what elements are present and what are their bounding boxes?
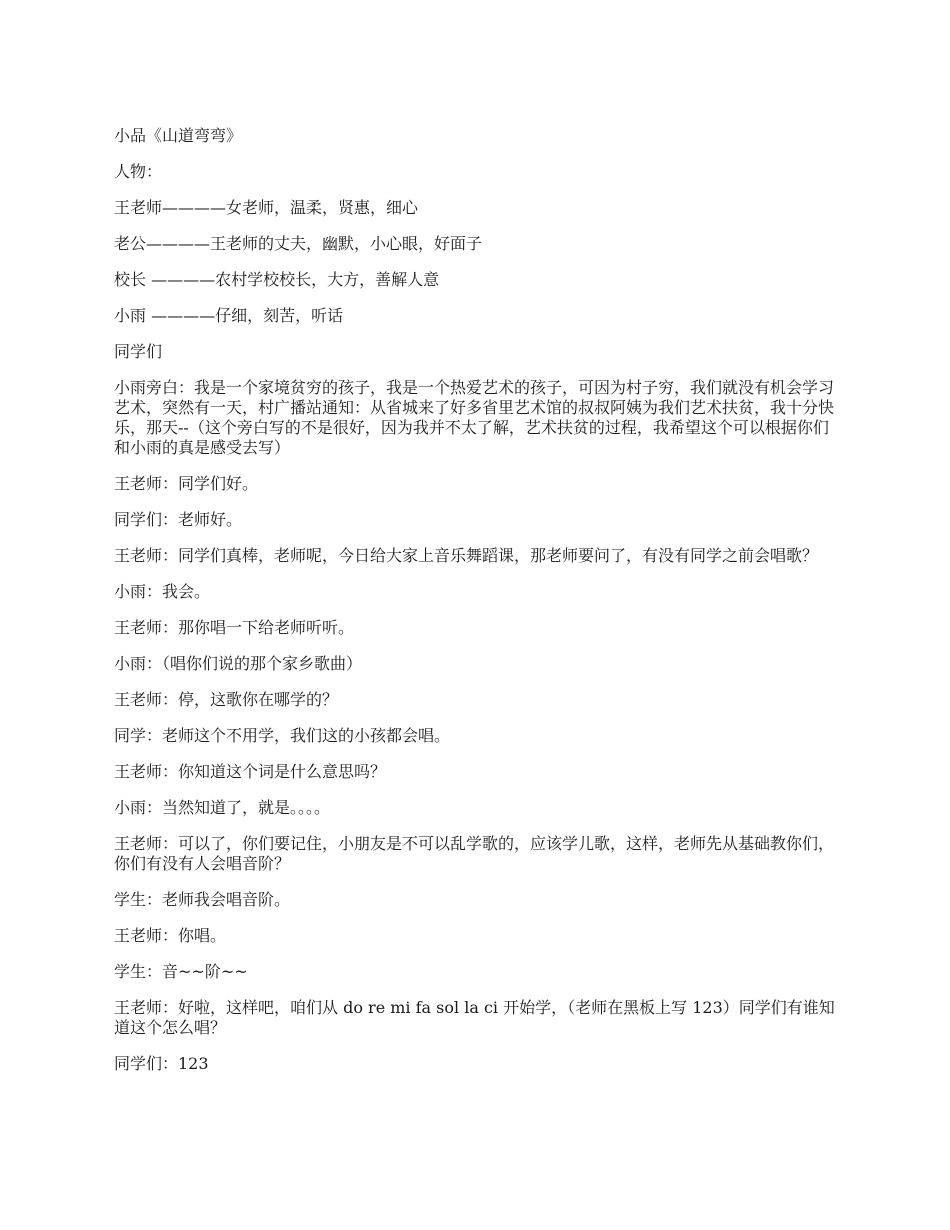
dialogue-line: 王老师：那你唱一下给老师听听。	[114, 618, 355, 637]
dialogue-line: 小雨：我会。	[114, 582, 211, 601]
character-xiaoyu: 小雨 ————仔细，刻苦，听话	[114, 306, 344, 325]
dialogue-line: 同学们：老师好。	[114, 510, 243, 529]
dialogue-line: 小雨：（唱你们说的那个家乡歌曲）	[114, 654, 363, 673]
dialogue-line: 学生：音~~阶~~	[114, 962, 248, 981]
characters-heading: 人物：	[114, 162, 163, 181]
dialogue-line: 同学：老师这个不用学，我们这的小孩都会唱。	[114, 726, 451, 745]
narration-paragraph: 小雨旁白：我是一个家境贫穷的孩子，我是一个热爱艺术的孩子，可因为村子穷，我们就没有机会学习艺术，突然有一天，村广播站通知：从省城来了好多省里艺术馆的叔叔阿姨为我们艺术扶贫，我十分快乐，那天--（这个旁白写的不是很好，因为我并不太了解，艺术扶贫的过程，我希望这个可以根据你们和小雨的真是感受去写）	[114, 378, 835, 457]
dialogue-line: 学生：老师我会唱音阶。	[114, 890, 291, 909]
document-body	[114, 126, 839, 1090]
character-husband: 老公————王老师的丈夫，幽默，小心眼，好面子	[114, 234, 483, 253]
dialogue-line: 王老师：同学们好。	[114, 474, 259, 493]
dialogue-line: 王老师：好啦，这样吧，咱们从 do re mi fa sol la ci 开始学，（老师在黑板上写 123）同学们有谁知道这个怎么唱？	[114, 998, 835, 1037]
character-classmates: 同学们	[114, 342, 163, 361]
document-title: 小品《山道弯弯》	[114, 126, 243, 145]
dialogue-line: 王老师：你唱。	[114, 926, 227, 945]
dialogue-line: 同学们：123	[114, 1054, 209, 1073]
dialogue-line: 王老师：可以了，你们要记住，小朋友是不可以乱学歌的，应该学儿歌，这样，老师先从基础教你们，你们有没有人会唱音阶？	[114, 834, 835, 873]
character-principal: 校长 ————农村学校校长，大方，善解人意	[114, 270, 440, 289]
dialogue-line: 小雨：当然知道了，就是。。。。	[114, 798, 331, 817]
dialogue-line: 王老师：停，这歌你在哪学的？	[114, 690, 339, 709]
dialogue-line: 王老师：你知道这个词是什么意思吗？	[114, 762, 387, 781]
dialogue-line: 王老师：同学们真棒，老师呢，今日给大家上音乐舞蹈课，那老师要问了，有没有同学之前会唱歌？	[114, 546, 819, 565]
character-teacher-wang: 王老师————女老师，温柔，贤惠，细心	[114, 198, 419, 217]
